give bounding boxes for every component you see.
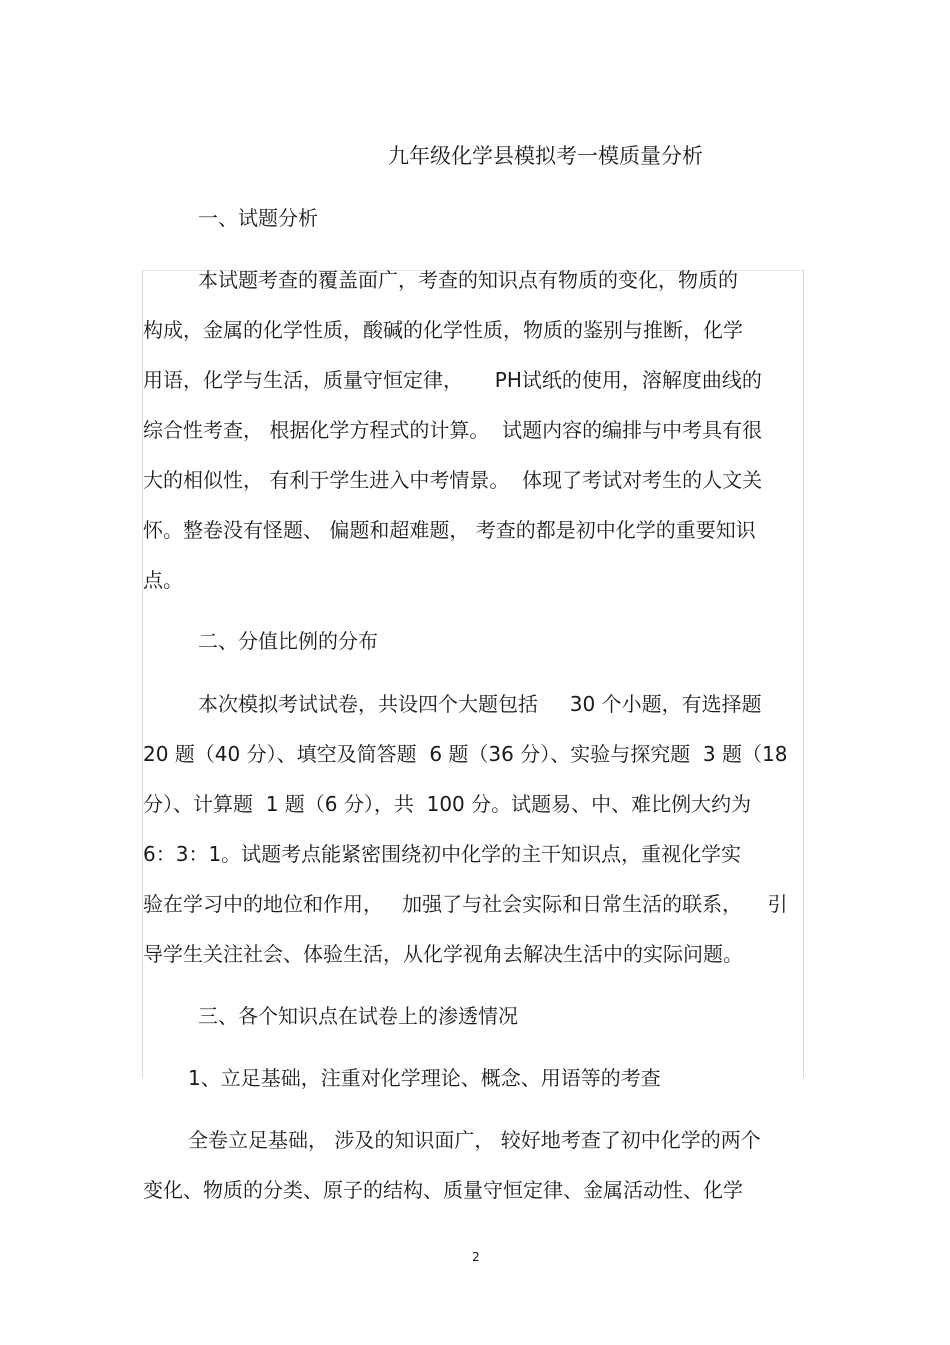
- paragraph-line: 20 题（40 分）、填空及简答题 6 题（36 分）、实验与探究题 3 题（18: [143, 742, 788, 766]
- paragraph-line: 变化、物质的分类、原子的结构、质量守恒定律、金属活动性、化学: [143, 1178, 743, 1202]
- paragraph-line: 用语，化学与生活，质量守恒定律， PH试纸的使用，溶解度曲线的: [143, 368, 762, 392]
- paragraph-line: 验在学习中的地位和作用， 加强了与社会实际和日常生活的联系， 引: [143, 892, 788, 916]
- text-frame-right-border: [803, 270, 804, 1078]
- paragraph-line: 本试题考查的覆盖面广，考查的知识点有物质的变化，物质的: [198, 268, 738, 292]
- document-title: 九年级化学县模拟考一模质量分析: [388, 144, 703, 168]
- subsection-heading-1: 1、立足基础，注重对化学理论、概念、用语等的考查: [188, 1066, 661, 1090]
- paragraph-line: 本次模拟考试试卷，共设四个大题包括 30 个小题，有选择题: [198, 692, 762, 716]
- paragraph-line: 分）、计算题 1 题（6 分），共 100 分。试题易、中、难比例大约为: [143, 792, 752, 816]
- paragraph-line: 构成，金属的化学性质，酸碱的化学性质，物质的鉴别与推断，化学: [143, 318, 743, 342]
- section-heading-2: 二、分值比例的分布: [198, 629, 378, 653]
- section-heading-3: 三、各个知识点在试卷上的渗透情况: [198, 1004, 518, 1028]
- paragraph-line: 大的相似性， 有利于学生进入中考情景。 体现了考试对考生的人文关: [143, 468, 763, 492]
- paragraph-line: 综合性考查， 根据化学方程式的计算。 试题内容的编排与中考具有很: [143, 418, 763, 442]
- paragraph-line: 6：3：1。试题考点能紧密围绕初中化学的主干知识点，重视化学实: [143, 842, 742, 866]
- page-number: 2: [472, 1250, 480, 1264]
- section-heading-1: 一、试题分析: [198, 206, 318, 230]
- paragraph-line: 点。: [143, 568, 183, 592]
- paragraph-line: 导学生关注社会、体验生活，从化学视角去解决生活中的实际问题。: [143, 942, 743, 966]
- paragraph-line: 全卷立足基础， 涉及的知识面广， 较好地考查了初中化学的两个: [188, 1128, 761, 1152]
- paragraph-line: 怀。整卷没有怪题、 偏题和超难题， 考查的都是初中化学的重要知识: [143, 518, 756, 542]
